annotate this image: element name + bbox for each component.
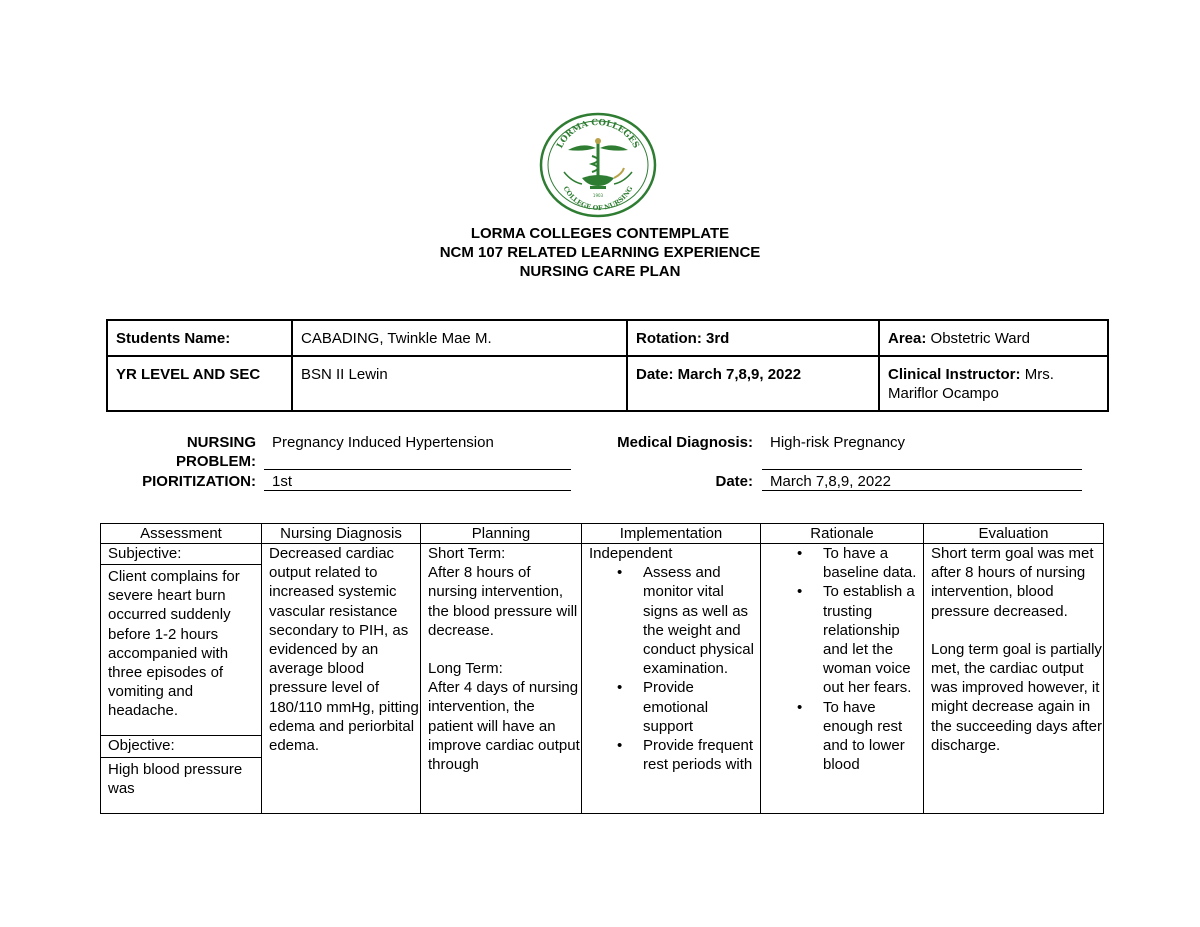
nursing-problem-label-1: NURSING — [186, 434, 256, 451]
long-term-label: Long Term: — [428, 660, 503, 678]
header-evaluation: Evaluation — [924, 524, 1104, 544]
evaluation-short-term: Short term goal was met after 8 hours of nursing intervention, blood pressure decreased. — [931, 545, 1094, 620]
prioritization-label: PIORITIZATION: — [142, 473, 256, 490]
college-seal-logo — [538, 112, 658, 218]
document-title-3: NURSING CARE PLAN — [519, 263, 681, 280]
care-plan-table — [100, 523, 1104, 814]
medical-diagnosis-underline — [762, 469, 1082, 470]
assessment-cell — [101, 544, 262, 814]
clinical-instructor-value: Mrs. Mariflor Ocampo — [888, 366, 1054, 402]
problem-date-underline — [762, 490, 1082, 491]
medical-diagnosis-label: Medical Diagnosis: — [617, 434, 753, 451]
header-nursing-diagnosis: Nursing Diagnosis — [262, 524, 421, 544]
prioritization-underline — [264, 490, 571, 491]
implementation-item: • Assess and monitor vital signs as well as the weight and conduct physical examination. — [643, 563, 760, 678]
evaluation-long-term: Long term goal is partially met, the cardiac output was improved however, it might decrease again in the succeeding days after discharge. — [931, 640, 1102, 754]
rotation-label: Rotation: 3rd — [627, 320, 879, 356]
area-cell — [879, 320, 1108, 356]
area-label: Area: — [888, 330, 927, 347]
rationale-item: • To establish a trusting relationship and let the woman voice out her fears. — [823, 582, 923, 697]
document-title-1: LORMA COLLEGES CONTEMPLATE — [470, 225, 730, 242]
short-term-label: Short Term: — [428, 545, 506, 562]
nursing-problem-underline — [264, 469, 571, 470]
header-rationale: Rationale — [761, 524, 924, 544]
objective-label: Objective: — [101, 736, 261, 758]
svg-text:COLLEGE OF NURSING: COLLEGE OF NURSING — [561, 184, 635, 213]
implementation-item: • Provide frequent rest periods with — [643, 736, 760, 774]
student-info-table — [106, 319, 1109, 412]
yr-level-label: YR LEVEL AND SEC — [107, 356, 292, 411]
nursing-problem-value: Pregnancy Induced Hypertension — [272, 434, 494, 451]
clinical-instructor-cell — [879, 356, 1108, 411]
svg-text:LORMA COLLEGES: LORMA COLLEGES — [555, 117, 641, 151]
planning-cell — [421, 544, 582, 814]
document-title-2: NCM 107 RELATED LEARNING EXPERIENCE — [439, 244, 761, 261]
implementation-heading: Independent — [589, 545, 673, 562]
implementation-item: • Provide emotional support — [643, 678, 760, 736]
problem-date-value: March 7,8,9, 2022 — [770, 473, 891, 490]
subjective-text: Client complains for severe heart burn occurred suddenly before 1-2 hours accompanied with three episodes of vomiting and headache. — [101, 565, 261, 736]
clinical-instructor-label: Clinical Instructor: — [888, 366, 1021, 383]
nursing-diagnosis-cell: Decreased cardiac output related to increased systemic vascular resistance secondary to PIH, as evidenced by an average blood pressure level of 180/110 mmHg, pitting edema and periorbital edema. — [262, 544, 421, 814]
subjective-label: Subjective: — [101, 544, 261, 565]
medical-diagnosis-value: High-risk Pregnancy — [770, 434, 906, 451]
rationale-cell — [761, 544, 924, 814]
long-term-text: After 4 days of nursing intervention, the patient will have an improve cardiac output through — [428, 679, 580, 774]
date-label: Date: March 7,8,9, 2022 — [627, 356, 879, 411]
implementation-list — [589, 563, 760, 774]
rationale-list — [768, 544, 923, 774]
problem-date-label: Date: — [715, 473, 753, 490]
rationale-item: • To have enough rest and to lower blood — [823, 698, 923, 775]
yr-level-value: BSN II Lewin — [292, 356, 627, 411]
area-value: Obstetric Ward — [926, 330, 1030, 347]
student-name-label: Students Name: — [107, 320, 292, 356]
header-planning: Planning — [421, 524, 582, 544]
nursing-problem-label-2: PROBLEM: — [176, 453, 256, 470]
header-assessment: Assessment — [101, 524, 262, 544]
student-name-value: CABADING, Twinkle Mae M. — [292, 320, 627, 356]
evaluation-cell — [924, 544, 1104, 814]
svg-text:1903: 1903 — [592, 193, 604, 198]
header-implementation: Implementation — [582, 524, 761, 544]
prioritization-value: 1st — [272, 473, 293, 490]
rationale-item: • To have a baseline data. — [823, 544, 923, 582]
implementation-cell — [582, 544, 761, 814]
short-term-text: After 8 hours of nursing intervention, the blood pressure will decrease. — [428, 564, 578, 639]
objective-text: High blood pressure was — [108, 761, 243, 798]
